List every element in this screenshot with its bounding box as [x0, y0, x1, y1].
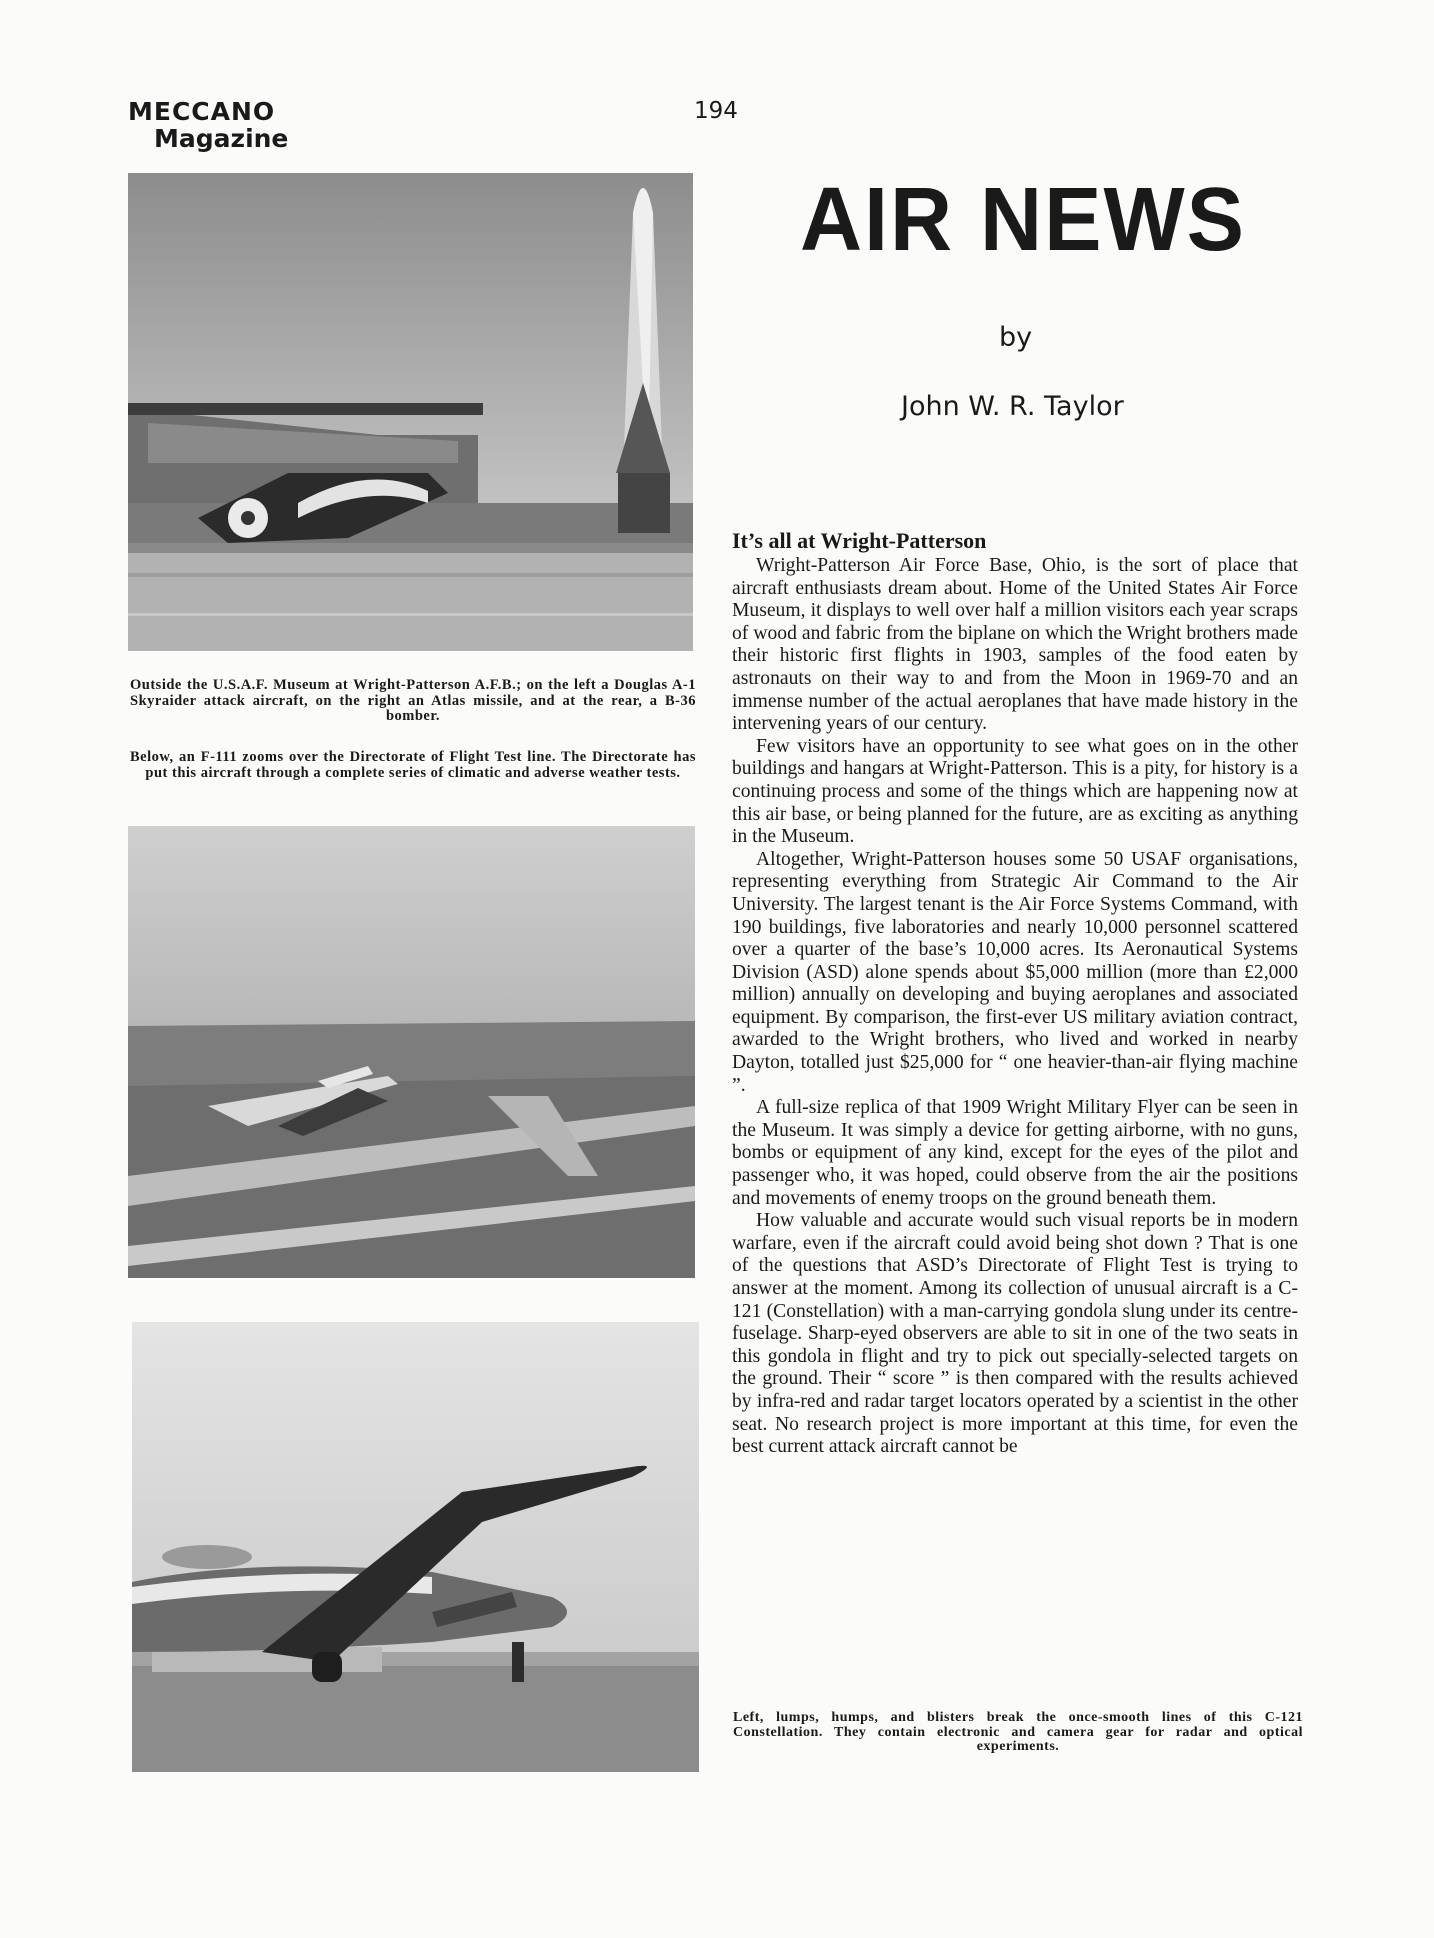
f111-caption: Below, an F-111 zooms over the Directorate of Flight Test line. The Directorate has put this aircraft through a complete series of climatic and adverse weather tests. — [130, 749, 696, 781]
article-paragraph: Few visitors have an opportunity to see what goes on in the other buildings and hangars at Wright-Patterson. This is a pity, for history is a continuing process and some of the things which are happening now at this air base, or being planned for the future, are as exciting as anything in the Museum. — [732, 735, 1298, 848]
museum-photo — [128, 173, 693, 651]
masthead-line1: MECCANO — [128, 97, 276, 126]
article-body — [732, 528, 1298, 1459]
constellation-photo — [132, 1322, 699, 1772]
masthead — [128, 98, 288, 152]
author-name: John W. R. Taylor — [901, 391, 1124, 422]
masthead-line2: Magazine — [154, 124, 289, 153]
article-paragraph: How valuable and accurate would such visual reports be in modern warfare, even if the aircraft could avoid being shot down ? That is one of the questions that ASD’s Directorate of Flight Test is trying to answer at the moment. Among its collection of unusual aircraft is a C-121 (Constellation) with a man-carrying gondola slung under its centre-fuselage. Sharp-eyed observers are able to sit in one of the two seats in this gondola in flight and try to pick out specially-selected targets on the ground. Their “ score ” is then compared with the results achieved by infra-red and radar target locators operated by a scientist in the other seat. No research project is more important at this time, for even the best current attack aircraft cannot be — [732, 1210, 1298, 1458]
article-paragraph: Wright-Patterson Air Force Base, Ohio, is the sort of place that aircraft enthusiasts dream about. Home of the United States Air Force Museum, it displays to well over half a million visitors each year scraps of wood and fabric from the biplane on which the Wright brothers made their historic first flights in 1903, samples of the food eaten by astronauts on their way to and from the Moon in 1969-70 and an immense number of the actual aeroplanes that have made history in the intervening years of our century. — [732, 555, 1298, 735]
museum-caption: Outside the U.S.A.F. Museum at Wright-Patterson A.F.B.; on the left a Douglas A-1 Skyraider attack aircraft, on the right an Atlas missile, and at the rear, a B-36 bomber. — [130, 677, 696, 724]
constellation-caption: Left, lumps, humps, and blisters break the once-smooth lines of this C-121 Constellation. They contain electronic and camera gear for radar and optical experiments. — [733, 1710, 1303, 1754]
article-subheading: It’s all at Wright-Patterson — [732, 528, 987, 553]
article-paragraph: Altogether, Wright-Patterson houses some 50 USAF organisations, representing everything from Strategic Air Command to the Air University. The largest tenant is the Air Force Systems Command, with 190 buildings, five laboratories and nearly 10,000 personnel scattered over a quarter of the base’s 10,000 acres. Its Aeronautical Systems Division (ASD) alone spends about $5,000 million (more than £2,000 million) annually on developing and buying aeroplanes and associated equipment. By comparison, the first-ever US military aviation contract, awarded to the Wright brothers, who lived and worked in nearby Dayton, totalled just $25,000 for “ one heavier-than-air flying machine ”. — [732, 848, 1298, 1096]
f111-photo — [128, 826, 695, 1278]
byline: by — [999, 322, 1033, 353]
article-paragraph: A full-size replica of that 1909 Wright Military Flyer can be seen in the Museum. It was simply a device for getting airborne, with no guns, bombs or equipment of any kind, except for the eyes of the pilot and passenger who, it was hoped, could observe from the air the positions and movements of enemy troops on the ground beneath them. — [732, 1097, 1298, 1209]
page-number: 194 — [694, 98, 738, 124]
article-title: AIR NEWS — [800, 169, 1246, 270]
